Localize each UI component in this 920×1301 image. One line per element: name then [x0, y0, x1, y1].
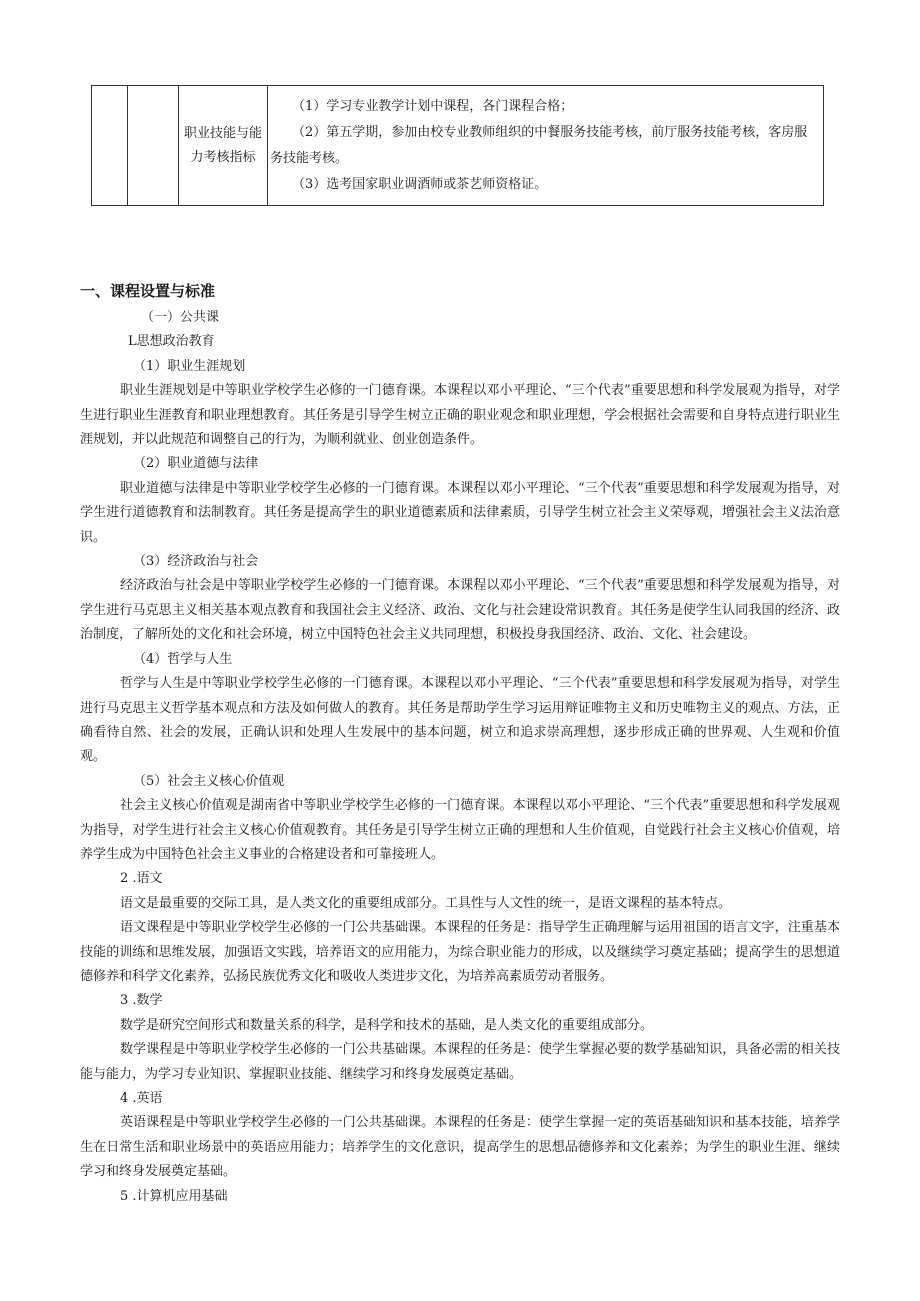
subject-paragraph: 语文课程是中等职业学校学生必修的一门公共基础课。本课程的任务是：指导学生正确理解与运用祖国的语言文字，注重基本技能的训练和思维发展，加强语文实践，培养语文的应用能力，为综合职业能力的形成，以及继续学习奠定基础；提高学生的思想道德修养和科学文化素养，弘扬民族优秀文化和吸收人类进步文化，为培养高素质劳动者服务。 [80, 920, 840, 984]
course-description: 职业道德与法律是中等职业学校学生必修的一门德育课。本课程以邓小平理论、“三个代表”重要思想和科学发展观为指导，对学生进行道德教育和法制教育。其任务是提高学生的职业道德素质和法律素质，引导学生树立社会主义荣辱观，增强社会主义法治意识。 [80, 480, 840, 545]
section-title: 一、课程设置与标准 [80, 282, 216, 300]
course-heading: （5）社会主义核心价值观 [133, 773, 285, 789]
subject-heading: 4 .英语 [120, 1091, 163, 1106]
table-cell-empty [128, 86, 179, 206]
subject-paragraph: 语文是最重要的交际工具，是人类文化的重要组成部分。工具性与人文性的统一，是语文课程的基本特点。 [120, 895, 732, 911]
subject-heading: 3 .数学 [120, 993, 163, 1009]
course-description: 职业生涯规划是中等职业学校学生必修的一门德育课。本课程以邓小平理论、“三个代表”重要思想和科学发展观为指导，对学生进行职业生涯教育和职业理想教育。其任务是引导学生树立正确的职业观念和职业理想，学会根据社会需要和自身特点进行职业生涯规划，并以此规范和调整自己的行为，为顺利就业、创业创造条件。 [80, 383, 840, 448]
table-row-content [268, 86, 824, 206]
table-row [92, 86, 824, 206]
table-cell-empty [92, 86, 128, 206]
document-body [80, 278, 840, 1209]
category-heading: L思想政治教育 [128, 334, 215, 350]
subject-paragraph: 英语课程是中等职业学校学生必修的一门公共基础课。本课程的任务是：使学生掌握一定的英语基础知识和基本技能，培养学生在日常生活和职业场景中的英语应用能力；培养学生的文化意识，提高学生的思想品德修养和文化素养；为学生的职业生涯、继续学习和终身发展奠定基础。 [80, 1115, 840, 1180]
table-item: （1）学习专业教学计划中课程，各门课程合格； [292, 98, 574, 114]
subject-heading: 2 .语文 [120, 871, 163, 887]
course-heading: （4）哲学与人生 [133, 651, 233, 667]
course-description: 哲学与人生是中等职业学校学生必修的一门德育课。本课程以邓小平理论、“三个代表”重要思想和科学发展观为指导，对学生进行马克思主义哲学基本观点和方法及如何做人的教育。其任务是帮助学生学习运用辩证唯物主义和历史唯物主义的观点、方法，正确看待自然、社会的发展，正确认识和处理人生发展中的基本问题，树立和追求崇高理想，逐步形成正确的世界观、人生观和价值观。 [80, 676, 840, 765]
course-heading: （2）职业道德与法律 [133, 456, 259, 472]
subject-paragraph: 数学是研究空间形式和数量关系的科学，是科学和技术的基础，是人类文化的重要组成部分。 [120, 1017, 654, 1033]
subject-heading: 5 .计算机应用基础 [120, 1188, 228, 1204]
assessment-table [91, 85, 824, 206]
table-item: （3）选考国家职业调酒师或茶艺师资格证。 [292, 176, 548, 192]
table-item: （2）第五学期，参加由校专业教师组织的中餐服务技能考核，前厅服务技能考核，客房服务技能考核。 [270, 124, 808, 166]
subject-paragraph: 数学课程是中等职业学校学生必修的一门公共基础课。本课程的任务是：使学生掌握必要的数学基础知识，具备必需的相关技能与能力，为学习专业知识、掌握职业技能、继续学习和终身发展奠定基础。 [80, 1042, 840, 1082]
subsection-heading: （一）公共课 [141, 310, 220, 325]
course-description: 社会主义核心价值观是湖南省中等职业学校学生必修的一门德育课。本课程以邓小平理论、“三个代表”重要思想和科学发展观为指导，对学生进行社会主义核心价值观教育。其任务是引导学生树立正确的理想和人生价值观，自觉践行社会主义核心价值观，培养学生成为中国特色社会主义事业的合格建设者和可靠接班人。 [80, 798, 840, 862]
course-description: 经济政治与社会是中等职业学校学生必修的一门德育课。本课程以邓小平理论、“三个代表”重要思想和科学发展观为指导，对学生进行马克思主义相关基本观点教育和我国社会主义经济、政治、文化与社会建设常识教育。其任务是使学生认同我国的经济、政治制度，了解所处的文化和社会环境，树立中国特色社会主义共同理想，积极投身我国经济、政治、文化、社会建设。 [80, 578, 840, 643]
table-row-label: 职业技能与能力考核指标 [179, 86, 268, 206]
course-heading: （1）职业生涯规划 [133, 358, 246, 374]
course-heading: （3）经济政治与社会 [133, 554, 259, 570]
